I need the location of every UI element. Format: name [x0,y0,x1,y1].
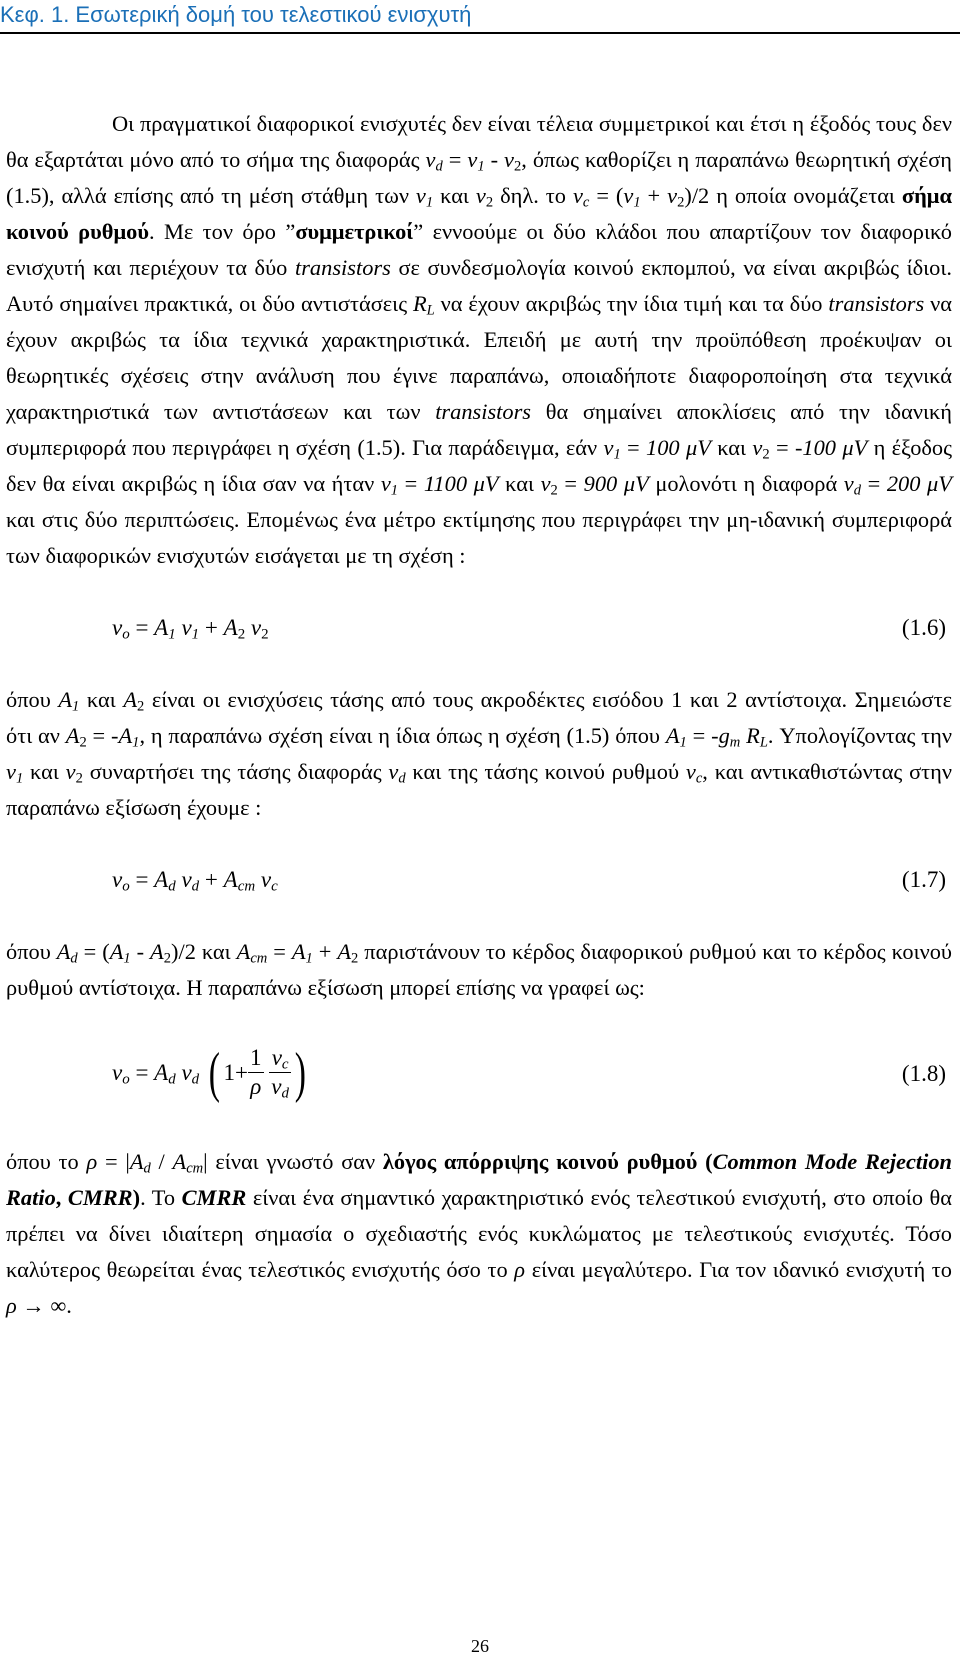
paragraph-4: όπου το $\rho = |A_d / A_{cm}|$ είναι γνωστό σαν λόγος απόρριψης κοινού ρυθμού (Common Mode Rejection Ratio, CMRR). Το CMRR είναι ένα σημαντικό χαρακτηριστικό ενός τελεστικού ενισχυτή, στο οποίο θα πρέπει να δίνει ιδιαίτερη σημασία ο σχεδιαστής ενός κυκλώματος με τελεστικούς ενισχυτές. Τόσο καλύτερος θεωρείται ένας τελεστικός ενισχυτής όσο το ρ είναι μεγαλύτερο. Για τον ιδανικό ενισχυτή το ρ → ∞. [6,1149,953,1318]
equation-1-7 [6,862,952,898]
equation-1-8-number: (1.8) [901,1061,946,1086]
equation-1-6 [6,610,952,646]
paragraph-3: όπου $A_d = (A_1 - A_2)/2$ και $A_{cm} = A_1 + A_2$ παριστάνουν το κέρδος διαφορικού ρυθμού και το κέρδος κοινού ρυθμού αντίστοιχα. Η παραπάνω εξίσωση μπορεί επίσης να γραφεί ως: [6,939,953,1000]
fraction-vc-over-vd: $\frac{v_c}{v_d}$ [271,1045,289,1102]
equation-1-8-body: $v_o = A_d$ $v_d$ ( 1+ $\frac{1}{\rho}$ $\frac{v_c}{v_d}$ ) [112,1041,306,1104]
right-paren: ) [294,1041,306,1104]
main-text [6,106,952,1324]
equation-1-7-body: $v_o = A_d$ $v_d + A_{cm}$ $v_c$ [112,867,278,895]
paragraph-1: Οι πραγματικοί διαφορικοί ενισχυτές δεν είναι τέλεια συμμετρικοί και έτσι η έξοδός τους δεν θα εξαρτάται μόνο από το σήμα της διαφοράς $v_d = v_1 - v_2$, όπως καθορίζει η παραπάνω θεωρητική σχέση (1.5), αλλά επίσης από τη μέση στάθμη των $v_1$ και $v_2$ δηλ. το $v_c = (v_1 + v_2)/2$ η οποία ονομάζεται σήμα κοινού ρυθμού. Με τον όρο ”συμμετρικοί” εννοούμε οι δύο κλάδοι που απαρτίζουν τον διαφορικό ενισχυτή και περιέχουν τα δύο transistors σε συνδεσμολογία κοινού εκπομπού, να είναι ακριβώς ίδιοι. Αυτό σημαίνει πρακτικά, οι δύο αντιστάσεις $R_L$ να έχουν ακριβώς την ίδια τιμή και τα δύο transistors να έχουν ακριβώς τα ίδια τεχνικά χαρακτηριστικά. Επειδή με αυτή την προϋπόθεση προέκυψαν οι θεωρητικές σχέσεις στην ανάλυση που έγινε παραπάνω, οποιαδήποτε διαφοροποίηση στα τεχνικά χαρακτηριστικά των αντιστάσεων και των transistors θα σημαίνει αποκλίσεις από την ιδανική συμπεριφορά που περιγράφει η σχέση (1.5). Για παράδειγμα, εάν $v_1 = 100$ μV και $v_2 = -100$ μV η έξοδος δεν θα είναι ακριβώς η ίδια σαν να ήταν $v_1 = 1100$ μV και $v_2 = 900$ μV μολονότι η διαφορά $v_d = 200$ μV και στις δύο περιπτώσεις. Επομένως ένα μέτρο εκτίμησης που περιγράφει την μη-ιδανική συμπεριφορά των διαφορικών ενισχυτών εισάγεται με τη σχέση : [6,111,953,568]
paragraph-2: όπου $A_1$ και $A_2$ είναι οι ενισχύσεις τάσης από τους ακροδέκτες εισόδου 1 και 2 αντίστοιχα. Σημειώστε ότι αν $A_2 = -A_1$, η παραπάνω σχέση είναι η ίδια όπως η σχέση (1.5) όπου $A_1 = -g_m$ $R_L$. Υπολογίζοντας την $v_1$ και $v_2$ συναρτήσει της τάσης διαφοράς $v_d$ και της τάσης κοινού ρυθμού $v_c$, και αντικαθιστώντας στην παραπάνω εξίσωση έχουμε : [6,687,952,820]
left-paren: ( [208,1041,220,1104]
fraction-one-over-rho: $\frac{1}{\rho}$ [250,1045,262,1099]
equation-1-6-body: $v_o = A_1$ $v_1 + A_2$ $v_2$ [112,615,269,643]
chapter-header [0,0,960,34]
equation-1-6-number: (1.6) [901,615,946,640]
equation-1-7-number: (1.7) [901,867,946,892]
chapter-title: Κεφ. 1. Εσωτερική δομή του τελεστικού ενισχυτή [0,2,472,27]
equation-1-8 [6,1040,952,1116]
page-number: 26 [471,1636,489,1656]
